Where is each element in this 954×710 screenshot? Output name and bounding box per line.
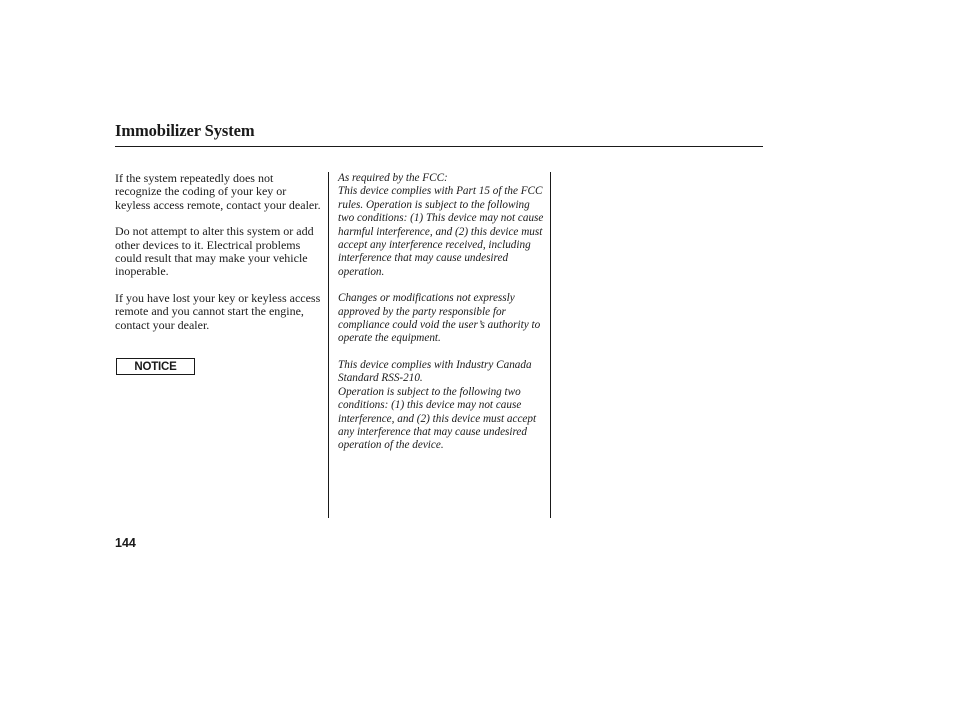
paragraph-do-not-alter: Do not attempt to alter this system or add other devices to it. Electrical problems could result that may make your vehicle inoperable.: [115, 224, 314, 279]
fcc-statement: [338, 172, 546, 279]
fcc-body: This device complies with Part 15 of the FCC rules. Operation is subject to the following two conditions: (1) This device may not cause harmful interference, and (2) this device must accept any interference received, including interference that may cause undesired operation.: [338, 185, 544, 278]
fcc-intro: As required by the FCC:: [338, 172, 448, 184]
notice-label: NOTICE: [116, 358, 195, 375]
title-rule: [115, 146, 763, 147]
paragraph-repeated-failure: If the system repeatedly does not recognize the coding of your key or keyless access remote, contact your dealer.: [115, 171, 321, 212]
paragraph-lost-key: If you have lost your key or keyless access remote and you cannot start the engine, contact your dealer.: [115, 290, 321, 332]
column-divider-right: [550, 172, 551, 518]
left-column: [115, 172, 321, 345]
modifications-statement: Changes or modifications not expressly approved by the party responsible for compliance could void the user’s authority to operate the equipment.: [338, 292, 541, 345]
industry-canada-conditions: Operation is subject to the following two conditions: (1) this device may not cause interference, and (2) this device must accept any interference that may cause undesired operation of the device.: [338, 385, 537, 452]
column-divider-left: [328, 172, 329, 518]
middle-column: [338, 172, 546, 466]
industry-canada-compliance: This device complies with Industry Canada Standard RSS-210.: [338, 358, 532, 385]
page-title: Immobilizer System: [115, 121, 255, 140]
page-number: 144: [115, 536, 136, 550]
industry-canada-statement: [338, 359, 546, 453]
